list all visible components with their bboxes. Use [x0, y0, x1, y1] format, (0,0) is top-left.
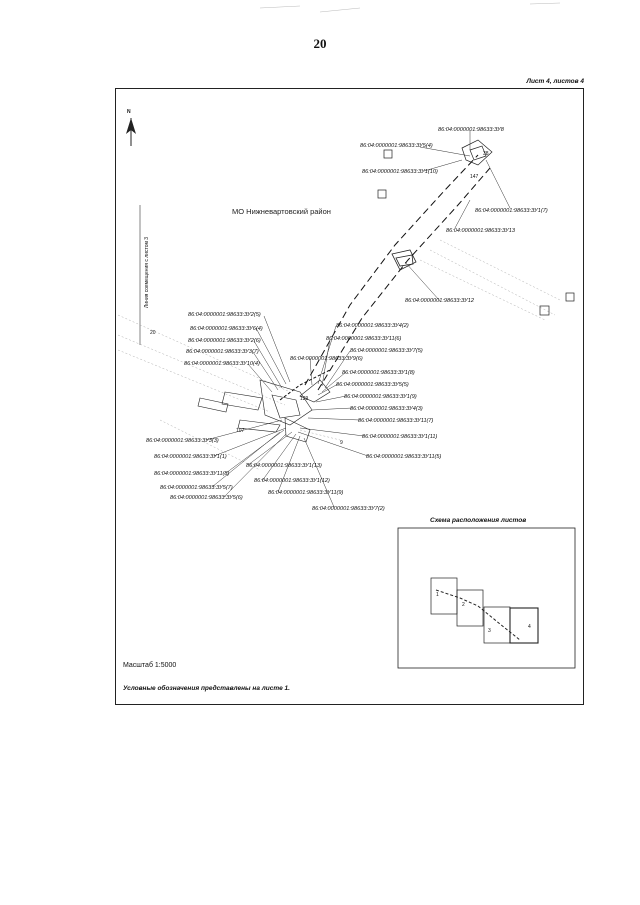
parcel-label: 86:04:0000001:98633:ЗУ1(1): [154, 454, 227, 460]
parcel-label: 86:04:0000001:98633:ЗУ5(4): [360, 143, 433, 149]
parcel-label: 86:04:0000001:98633:ЗУ1(9): [344, 394, 417, 400]
parcel-label: 86:04:0000001:98633:ЗУ1(12): [254, 478, 330, 484]
map-scale: Масштаб 1:5000: [123, 662, 177, 669]
parcel-label: 86:04:0000001:98633:ЗУ6(4): [190, 326, 263, 332]
scheme-sheet-number: 4: [528, 624, 531, 630]
parcel-label: 86:04:0000001:98633:ЗУ11(8): [154, 471, 230, 477]
legend-note: Условные обозначения представлены на листе 1.: [123, 685, 290, 692]
scheme-frame: [398, 528, 575, 668]
region-label: МО Нижневартовский район: [232, 207, 331, 216]
point-number: 107: [236, 428, 245, 434]
parcel-label: 86:04:0000001:98633:ЗУ4(2): [336, 323, 409, 329]
scheme-sheet-number: 3: [488, 628, 491, 634]
point-number: 9: [340, 440, 343, 446]
parcel-label: 86:04:0000001:98633:ЗУ5(6): [170, 495, 243, 501]
parcel-label: 86:04:0000001:98633:ЗУ5(7): [160, 485, 233, 491]
scheme-title: Схема расположения листов: [430, 517, 527, 524]
parcel-label: 86:04:0000001:98633:ЗУ1(11): [362, 434, 438, 440]
parcel-labels: [146, 127, 548, 512]
parcel-label: 86:04:0000001:98633:ЗУ11(6): [326, 336, 402, 342]
scan-noise: [260, 3, 560, 12]
parcel-label: 86:04:0000001:98633:ЗУ12: [405, 298, 474, 304]
parcel-cluster-lower: [198, 380, 330, 442]
scheme-route: [436, 590, 520, 640]
parcel-label: 86:04:0000001:98633:ЗУ3(3): [146, 438, 219, 444]
parcel-label: 86:04:0000001:98633:ЗУ11(9): [268, 490, 344, 496]
page-number: 20: [313, 36, 327, 51]
parcel-label: 86:04:0000001:98633:ЗУ7(2): [312, 506, 385, 512]
parcel-label: 86:04:0000001:98633:ЗУ11(5): [366, 454, 442, 460]
parcel-label: 86:04:0000001:98633:ЗУ1(8): [342, 370, 415, 376]
point-number: 38: [483, 151, 489, 157]
side-label: Линия совмещения с листом 3: [144, 236, 150, 308]
leader-lines: [206, 130, 510, 507]
parcel-blocks-right: [540, 293, 574, 315]
parcel-label: 86:04:0000001:98633:ЗУ2(5): [188, 312, 261, 318]
parcel-label: 86:04:0000001:98633:ЗУ9(6): [290, 356, 363, 362]
parcel-label: 86:04:0000001:98633:ЗУ1(13): [246, 463, 322, 469]
point-number: 20: [150, 330, 156, 336]
sheet-note: Лист 4, листов 4: [526, 78, 584, 85]
scheme-sheet-number: 2: [462, 602, 465, 608]
parcel-label: 86:04:0000001:98633:ЗУ11(7): [358, 418, 434, 424]
scheme-sheet: [431, 578, 457, 614]
north-label: N: [127, 109, 131, 115]
sheet-scheme: [398, 528, 575, 668]
parcel-label: 86:04:0000001:98633:ЗУ5(5): [336, 382, 409, 388]
parcel-label: 86:04:0000001:98633:ЗУ1(10): [362, 169, 438, 175]
parcel-label: 86:04:0000001:98633:ЗУ3(7): [186, 349, 259, 355]
scheme-sheet-current: [510, 608, 538, 643]
north-arrow-icon: [126, 109, 136, 146]
point-number: 147: [470, 174, 479, 180]
scheme-sheet-number: 1: [436, 592, 439, 598]
parcel-label: 86:04:0000001:98633:ЗУ1(7): [475, 208, 548, 214]
background-linework: [118, 240, 560, 470]
parcel-label: 86:04:0000001:98633:ЗУ8: [438, 127, 504, 133]
parcel-label: 86:04:0000001:98633:ЗУ4(3): [350, 406, 423, 412]
parcel-label: 86:04:0000001:98633:ЗУ10(4): [184, 361, 260, 367]
parcel-label: 86:04:0000001:98633:ЗУ7(5): [350, 348, 423, 354]
corridor-lines: [280, 155, 490, 400]
parcel-cluster-mid: [392, 250, 416, 270]
point-number: 129: [300, 396, 309, 402]
scheme-sheet: [484, 607, 510, 643]
parcel-label: 86:04:0000001:98633:ЗУ13: [446, 228, 515, 234]
scheme-sheet: [457, 590, 483, 626]
parcel-label: 86:04:0000001:98633:ЗУ2(6): [188, 338, 261, 344]
